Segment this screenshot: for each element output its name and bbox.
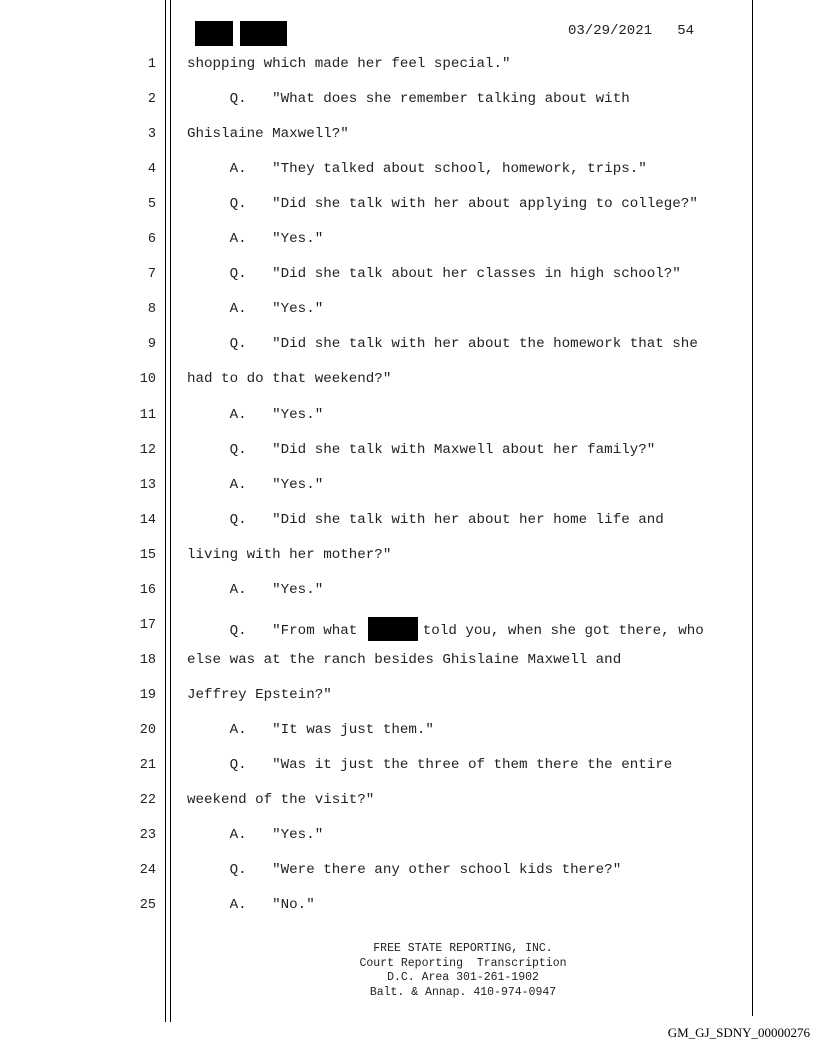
- name-redaction: [368, 617, 418, 641]
- line-text: Jeffrey Epstein?": [187, 687, 332, 703]
- line-number: 9: [147, 337, 156, 352]
- line-text: shopping which made her feel special.": [187, 56, 511, 72]
- line-text: A. "Yes.": [187, 231, 324, 247]
- line-number: 15: [139, 548, 156, 563]
- line-number: 14: [139, 513, 156, 528]
- line-text: weekend of the visit?": [187, 792, 375, 808]
- line-number: 21: [139, 758, 156, 773]
- line-number: 6: [147, 232, 156, 247]
- line-text: else was at the ranch besides Ghislaine Maxwell and: [187, 652, 622, 668]
- line-text: A. "Yes.": [187, 582, 324, 598]
- line-number: 23: [139, 828, 156, 843]
- line-text: A. "It was just them.": [187, 722, 434, 738]
- line-number: 4: [147, 162, 156, 177]
- line-number: 5: [147, 197, 156, 212]
- line-number: 7: [147, 267, 156, 282]
- line-text: Q. "Was it just the three of them there the entire: [187, 757, 673, 773]
- right-margin-rule: [752, 0, 753, 1016]
- line-number: 8: [147, 302, 156, 317]
- line-text: Q. "Were there any other school kids there?": [187, 862, 622, 878]
- line-text: A. "No.": [187, 897, 315, 913]
- line-number: 22: [139, 793, 156, 808]
- footer-service: Court Reporting Transcription: [359, 956, 567, 970]
- left-margin-rule-inner: [170, 0, 171, 1022]
- line-number: 25: [139, 898, 156, 913]
- line-number: 1: [147, 57, 156, 72]
- line-number: 16: [139, 583, 156, 598]
- line-text: Q. "Did she talk with her about applying to college?": [187, 196, 698, 212]
- line-text: had to do that weekend?": [187, 371, 392, 387]
- line-text-before-redaction: Q. "From what: [187, 623, 358, 639]
- header-redaction-1: [195, 21, 233, 46]
- line-text-after-redaction: told you, when she got there, who: [422, 623, 704, 639]
- line-text: A. "Yes.": [187, 301, 324, 317]
- bates-number: GM_GJ_SDNY_00000276: [667, 1025, 810, 1040]
- line-number: 12: [139, 443, 156, 458]
- line-number: 19: [139, 688, 156, 703]
- line-text: A. "Yes.": [187, 477, 324, 493]
- line-number: 3: [147, 127, 156, 142]
- line-text: Q. "Did she talk about her classes in high school?": [187, 266, 681, 282]
- footer-company: FREE STATE REPORTING, INC.: [373, 942, 553, 955]
- line-text: Ghislaine Maxwell?": [187, 126, 349, 142]
- line-text: Q. "Did she talk with her about the homework that she: [187, 336, 698, 352]
- left-margin-rule: [165, 0, 166, 1022]
- line-number: 11: [139, 408, 156, 423]
- footer-dc-phone: D.C. Area 301-261-1902: [387, 971, 539, 984]
- line-text: A. "Yes.": [187, 407, 324, 423]
- line-text: A. "They talked about school, homework, trips.": [187, 161, 647, 177]
- line-number: 24: [139, 863, 156, 878]
- header-redaction-2: [240, 21, 287, 46]
- line-text: Q. "What does she remember talking about with: [187, 91, 630, 107]
- footer-balt-phone: Balt. & Annap. 410-974-0947: [369, 985, 557, 999]
- line-number: 18: [139, 653, 156, 668]
- line-text: living with her mother?": [187, 547, 392, 563]
- line-number: 2: [147, 92, 156, 107]
- header-date-page: 03/29/2021 54: [568, 23, 695, 39]
- line-text: Q. "Did she talk with Maxwell about her family?": [187, 442, 656, 458]
- line-number: 17: [139, 618, 156, 633]
- line-text: Q. "Did she talk with her about her home life and: [187, 512, 664, 528]
- line-text: [187, 617, 704, 641]
- reporter-footer: [300, 942, 626, 1000]
- line-number: 10: [139, 372, 156, 387]
- line-text: A. "Yes.": [187, 827, 324, 843]
- line-number: 20: [139, 723, 156, 738]
- line-number: 13: [139, 478, 156, 493]
